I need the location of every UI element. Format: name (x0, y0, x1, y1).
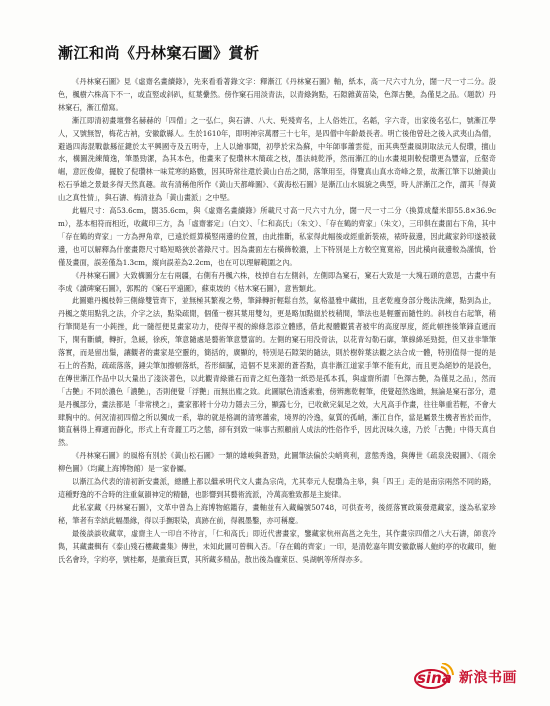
sina-brand: sina (417, 669, 452, 687)
sina-logo-text: 新浪书画 (459, 670, 517, 686)
paragraph: 此私家藏《丹林窠石圖》，文革中曾為上海博物館鑑存，畫軸並有入藏編號50748，可供查考，後經落實政策發還藏家，遂為私家珍秘，筆者有幸結此幅墨緣，得以手撫眼染，真跡在前，得親墨鑿，亦可稱慶。 (58, 502, 496, 525)
article-title: 漸江和尚《丹林窠石圖》賞析 (58, 44, 260, 62)
paragraph: 漸江即清初畫壇聲名赫赫的「四僧」之一弘仁，與石濤、八大、髡殘齊名，上人俗姓江，名韜，字六奇，出家後名弘仁，號漸江學人，又號無智，梅花古衲，安徽歙縣人。生於1610年，即明神宗萬曆三十七年，是四僧中年齡最長者。明亡後他曾赴之後入武夷山為僧，避過四海混戰歙縣征鍵於太平興國寺及五明寺，上人以繪事聞，初學於宋為蘇，中年師事蕭雲從，而其典型畫風則取法元人倪瓚，擅山水，構圖洗練簡逸，筆墨勁潔，為其本色，他畫來了倪瓚林木簡疏之枝，墨法純乾淨，然而漸江的山水畫規則較倪瓚更為豐富，丘壑奇崛，意匠俊偉，擺脫了倪瓚林一味荒寒的路數，因其時常往還於黃山白岳之間，落筆用至，得覽真山真水奇峰之景，故漸江筆下以繪黃山松石爭雄之景最多得天然真趣。故有清稱他所作《黃山天都峰圖》、《黃海松石圖》是漸江山水風貌之典型，時人評漸江之作，謂其「得黃山之真性情」，與石濤、梅清並為「黃山畫派」之中堅。 (58, 115, 496, 203)
paragraph: 《丹林窠石圖》見《虛齋名畫續錄》，先來看看著錄文字：釋漸江《丹林窠石圖》軸，紙本，高一尺六寸九分，闊一尺一寸二分。設色，楓樹六株高下不一，或直竪或斜趴，紅葉纍然。傍作窠石用淡青法，以青綠鉤點，石隙雜黃苗染，色澤古艷，為僅見之品。（題款）丹林窠石，漸江僧寫。 (58, 77, 496, 112)
article-body (58, 76, 496, 656)
paragraph: 《丹林窠石圖》的風格有別於《黃山松石圖》一類的雄峻與蒼勁，此圖筆法偏於尖峭爽利，意態秀逸，與傳世《疏泉洗硯圖》、《雨余柳色圖》（均藏上海博物館）是一家眷屬。 (58, 451, 496, 474)
sina-eye-icon (411, 663, 455, 691)
paragraph: 以漸江為代表的清初新安畫派，總體上都以繼承明代文人畫為宗尚，尤其奉元人倪瓚為主皋，與「四王」走的是南宗兩然不同的路，這種野逸的不合時的注重氣韻神定的精髓，也影響到其藝術流派，冷萬高雅致都是主旋律。 (58, 477, 496, 499)
paragraph: 最後談談收藏章，虛齋主人一印自不待言，「仁和高氏」即近代書畫家，鑒藏家杭州高邕之先生，其作畫宗四僧之八大石濤，師袁冷雋，其藏畫輯有《泰山殘石樓藏畫集》傳世，未知此圖可曾輯入否。「存在鶴的齊家」一印，是清乾嘉年間安徽歙縣人鮑約亭的收藏印，鮑氏名會玲，字約亭，號桂鄰，是徽商巨賈，其所藏多精品，散出後為龐萊臣、吳湖帆等所得亦多。 (58, 528, 496, 564)
sina-watermark-logo (411, 662, 536, 692)
paragraph: 此圖雖丹楓枝幹三側綠雙管齊下，並無極其繁複之勢，筆鋒轉折輕鬆自然，氣格溫雅中藏拙，且老乾瘦身部分幾法洗練，點到為止，丹楓之葉用點乳之法，介字之法，點染疏閒，個僅一樹其葉用雙勾，更是略加點綴於枝稍間，筆法也是輕靈而隨性的。斜枝自右起筆，稍行筆間是有一小鈍挫，此一隨徑便見畫家功力，使得平視的線條忽添立體感，借此視體觀賞者被牢的高度厚度，經此頓挫後筆鋒直遞而下，閑有斷續，轉折，急緩，徐疾，筆意隨處是藝術筆意豐富的。左側的窠石用没骨法，以花青勾勒石廓，筆線綿延勁挺，但又並非筆筆落實，而是留出鬚，讓觀者的畫家是空靈的，簡括的，廣顯的，特別是石隙架的隨法，則於樹幹葉法觀之法合成一體，特別值得一提的是石上的苔點，疏疏落落，錘尖筆加擦頓落紙，苔形細膩，這個不見來源的蒼苔點，真非漸江道家手筆不能有此，而且更為絕妙的是設色，在傳世漸江作品中以大量出了淺淡著色，以此觀青綠雜石而青之紅色蓬勃一紙恐是孤本孤，與虛齋所謂「色澤古艷，為僅見之品」，然而「古艷」不同於濃色「濃艷」，否則便覺「浮艷」而無出塵之致。此圖賦色清透素雅，傍辨應乾輕筆，使覺超然逸緻，無論是窠石部分，還是丹楓部分，畫法都是「非常樸之」，畫家都將十分功力隱去三分，顯露七分，已收歛完氣足之效，大凡高手作畫，往往舉重若輕，不會大肆胸中的。何況清初四僧之所以獨成一系，靠的就是格調的清寒蕭索，境界的冷逸，氣質的孤峭，漸江自作，當是屬景生機者皆於而作，簡直稱得上禪適而靜化，形式上有奇麗工巧之態，卻有到致一味事古照顧前人成法的性俗作乎，因此況味久遠，乃於「古艷」中得天真自然。 (58, 296, 496, 448)
paragraph: 此幅尺寸：高53.6cm，闊35.6cm，與《虛齋名畫續錄》所載尺寸高一尺六寸九分，闊一尺一寸二分（換算成釐米即55.8×36.9cm），基本相符而相近，收藏印三方，為「虛齋審定」（白文）、「仁和高氏」（朱文）、「存在鶴的齊家」（朱文），三印俱在畫面右下角，其中「存在鶴的齊家」一方為押角章，已遠於經算橫竪兩邊的位置，由此推斷，私家得此幅後或經重新裝裱，裱時裁邊，因此藏家鈐印遂被裁邊，也可以解釋為什麼畫際尺寸略短略狹於著錄尺寸。因為畫面左右橫飾較濃，上下特別是上方較空寬寬裕，因此橫向裁邊較為謹慎，恰僅及畫面，誤差僅為1.3cm，縱向誤差為2.2cm，也在可以理解範圍之內。 (58, 206, 496, 267)
paragraph: 《丹林窠石圖》大致構圖分左右兩疆，右側有丹楓六株，枝掉自右左側斜，左側即為窠石，窠石大致是一大塊石頭的意思，古畫中有李成《讀碑窠石圖》，郭熙的《窠石平遠圖》，蘇東坡的《枯木窠石圖》，意皆類此。 (58, 270, 496, 293)
